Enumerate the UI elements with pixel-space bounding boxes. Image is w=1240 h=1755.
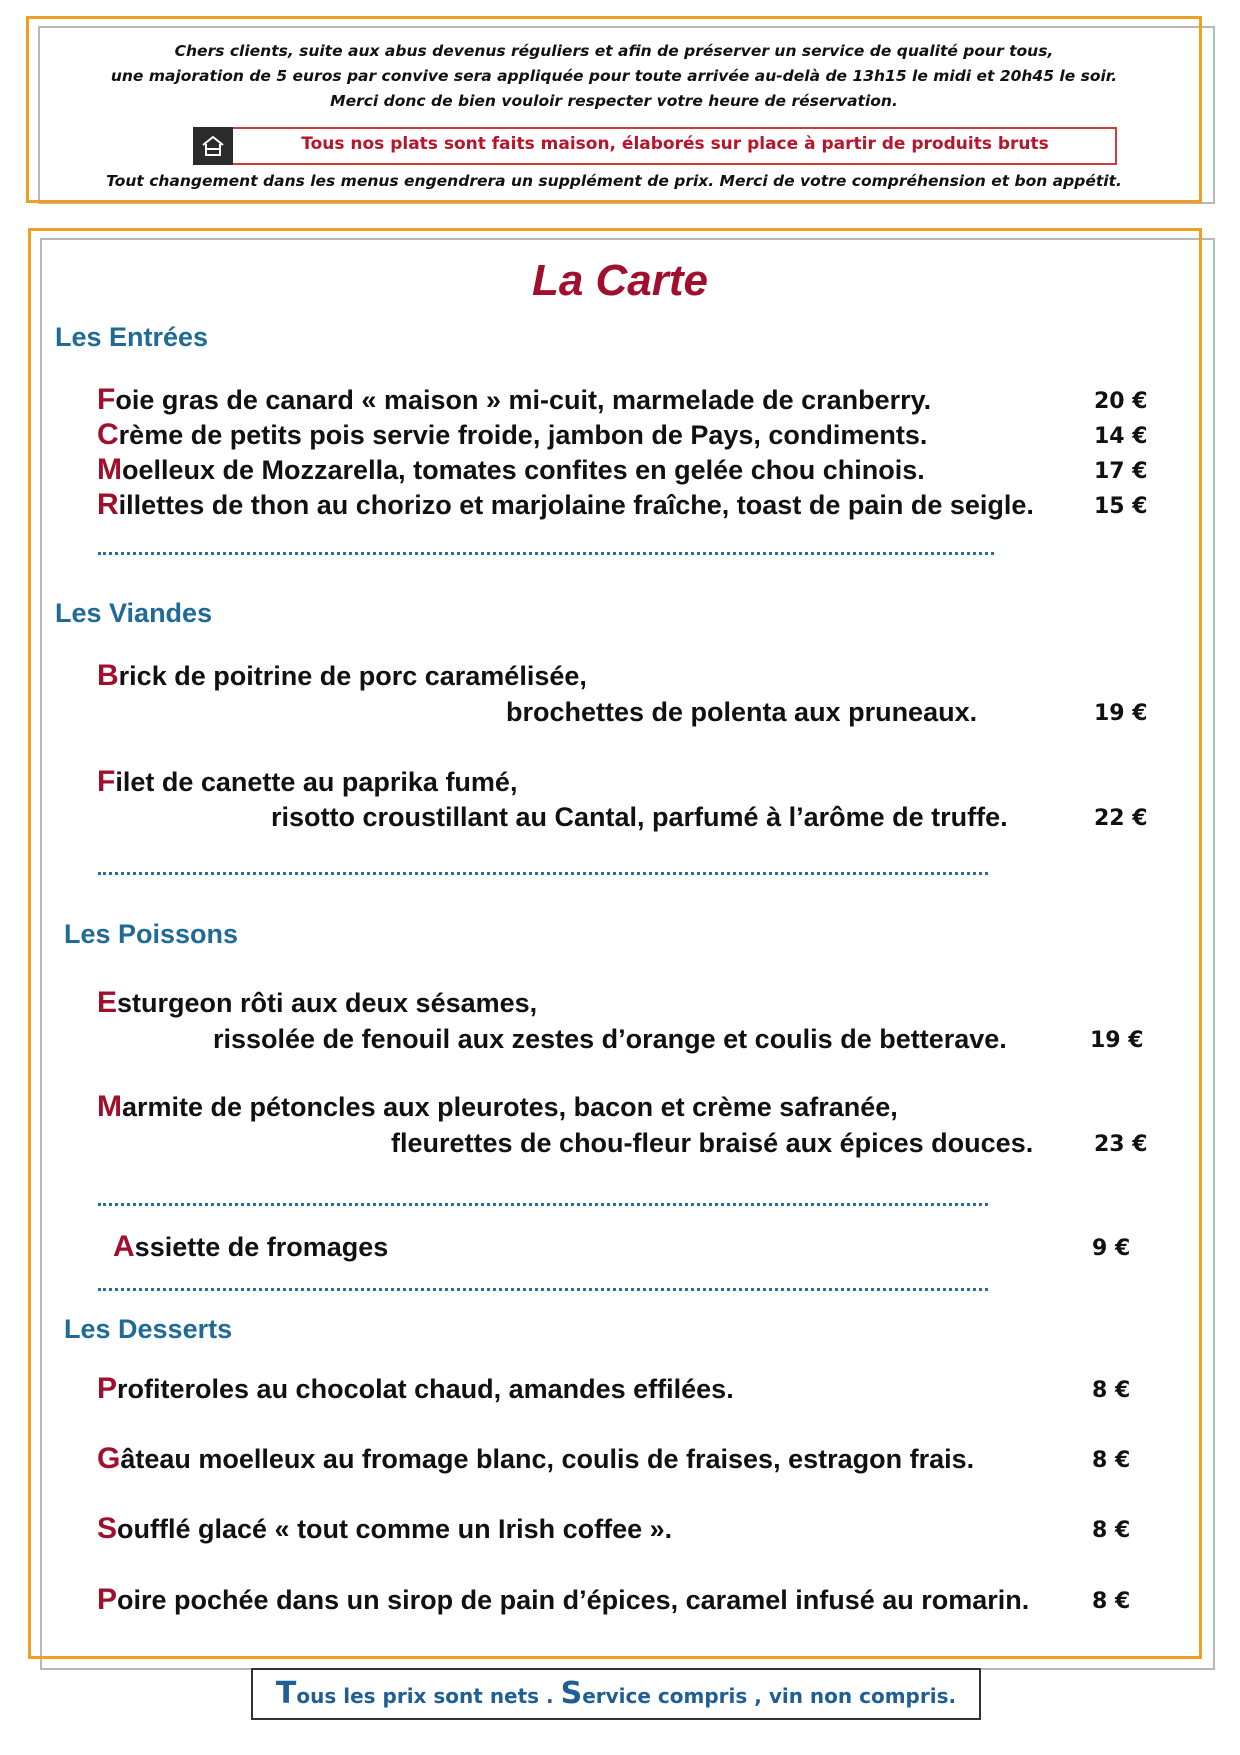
- dish-text: oufflé glacé « tout comme un Irish coffee ».: [117, 1514, 673, 1544]
- price-entree-3: 17 €: [1094, 459, 1148, 484]
- dish-poisson-2: [97, 1090, 898, 1124]
- dish-poisson-1-line2: rissolée de fenouil aux zestes d’orange et coulis de betterave.: [213, 1024, 1007, 1054]
- dish-initial: G: [97, 1442, 121, 1475]
- dish-fromages: [113, 1230, 388, 1264]
- dish-initial: S: [97, 1512, 118, 1545]
- notice-box: [26, 16, 1202, 203]
- price-dessert-3: 8 €: [1092, 1518, 1131, 1543]
- dish-text: oelleux de Mozzarella, tomates confites en gelée chou chinois.: [122, 455, 925, 485]
- dish-entree-3: [97, 453, 925, 487]
- price-fromages: 9 €: [1092, 1236, 1131, 1261]
- dotted-divider: [98, 552, 994, 555]
- price-entree-2: 14 €: [1094, 424, 1148, 449]
- dish-entree-2: [97, 418, 927, 452]
- dish-viande-2: [97, 765, 517, 799]
- notice-line-4: Tout changement dans les menus engendrera un supplément de prix. Merci de votre compréhension et bon appétit.: [106, 172, 1122, 190]
- homemade-text: Tous nos plats sont faits maison, élaborés sur place à partir de produits bruts: [301, 134, 1049, 154]
- dish-text: oie gras de canard « maison » mi-cuit, marmelade de cranberry.: [115, 385, 932, 415]
- section-viandes-heading: Les Viandes: [55, 598, 213, 628]
- price-entree-1: 20 €: [1094, 389, 1148, 414]
- dotted-divider: [98, 1203, 988, 1206]
- price-dessert-1: 8 €: [1092, 1378, 1131, 1403]
- notice-line-1: Chers clients, suite aux abus devenus réguliers et afin de préserver un service de qualité pour tous,: [174, 42, 1054, 60]
- dish-entree-4: [97, 488, 1034, 522]
- dish-initial: C: [97, 418, 119, 451]
- dotted-divider: [98, 872, 988, 875]
- footer-text: ous les prix sont nets .: [296, 1684, 561, 1708]
- dish-viande-1: [97, 659, 587, 693]
- footer-text: ervice compris , vin non compris.: [582, 1684, 957, 1708]
- dish-initial: M: [97, 1090, 122, 1123]
- footer-initial: S: [560, 1676, 583, 1711]
- dish-text: illettes de thon au chorizo et marjolaine fraîche, toast de pain de seigle.: [118, 490, 1034, 520]
- dish-text: âteau moelleux au fromage blanc, coulis de fraises, estragon frais.: [120, 1444, 975, 1474]
- dish-initial: P: [97, 1372, 118, 1405]
- dish-entree-1: [97, 383, 931, 417]
- price-poisson-1: 19 €: [1090, 1028, 1144, 1053]
- dish-initial: A: [113, 1230, 135, 1263]
- dish-text: ssiette de fromages: [134, 1232, 389, 1262]
- dish-initial: F: [97, 765, 116, 798]
- dotted-divider: [98, 1288, 988, 1291]
- house-icon: [193, 127, 233, 165]
- page-title: La Carte: [531, 256, 709, 305]
- dish-initial: P: [97, 1583, 118, 1616]
- section-entrees-heading: Les Entrées: [55, 322, 209, 352]
- dish-dessert-4: [97, 1583, 1029, 1617]
- price-viande-1: 19 €: [1094, 701, 1148, 726]
- section-poissons-heading: Les Poissons: [64, 919, 239, 949]
- dish-initial: B: [97, 659, 119, 692]
- dish-viande-2-line2: risotto croustillant au Cantal, parfumé à l’arôme de truffe.: [271, 802, 1008, 832]
- section-desserts-heading: Les Desserts: [64, 1314, 233, 1344]
- dish-text: oire pochée dans un sirop de pain d’épices, caramel infusé au romarin.: [117, 1585, 1030, 1615]
- footer-note: [251, 1668, 981, 1720]
- dish-text: ilet de canette au paprika fumé,: [115, 767, 518, 797]
- dish-initial: F: [97, 383, 116, 416]
- dish-initial: R: [97, 488, 119, 521]
- dish-viande-1-line2: brochettes de polenta aux pruneaux.: [506, 697, 978, 727]
- price-dessert-4: 8 €: [1092, 1589, 1131, 1614]
- price-entree-4: 15 €: [1094, 494, 1148, 519]
- dish-dessert-2: [97, 1442, 974, 1476]
- footer-initial: T: [275, 1676, 297, 1711]
- price-viande-2: 22 €: [1094, 806, 1148, 831]
- dish-text: armite de pétoncles aux pleurotes, bacon et crème safranée,: [122, 1092, 898, 1122]
- notice-line-2: une majoration de 5 euros par convive sera appliquée pour toute arrivée au-delà de 13h15 le midi et 20h45 le soir.: [110, 67, 1118, 85]
- dish-text: rofiteroles au chocolat chaud, amandes effilées.: [117, 1374, 734, 1404]
- dish-text: rick de poitrine de porc caramélisée,: [118, 661, 587, 691]
- notice-line-3: Merci donc de bien vouloir respecter votre heure de réservation.: [330, 92, 898, 110]
- dish-dessert-1: [97, 1372, 734, 1406]
- dish-poisson-2-line2: fleurettes de chou-fleur braisé aux épices douces.: [391, 1128, 1034, 1158]
- price-poisson-2: 23 €: [1094, 1132, 1148, 1157]
- dish-poisson-1: [97, 986, 537, 1020]
- dish-dessert-3: [97, 1512, 672, 1546]
- dish-initial: M: [97, 453, 122, 486]
- dish-text: rème de petits pois servie froide, jambon de Pays, condiments.: [118, 420, 928, 450]
- dish-text: sturgeon rôti aux deux sésames,: [117, 988, 538, 1018]
- price-dessert-2: 8 €: [1092, 1448, 1131, 1473]
- dish-initial: E: [97, 986, 118, 1019]
